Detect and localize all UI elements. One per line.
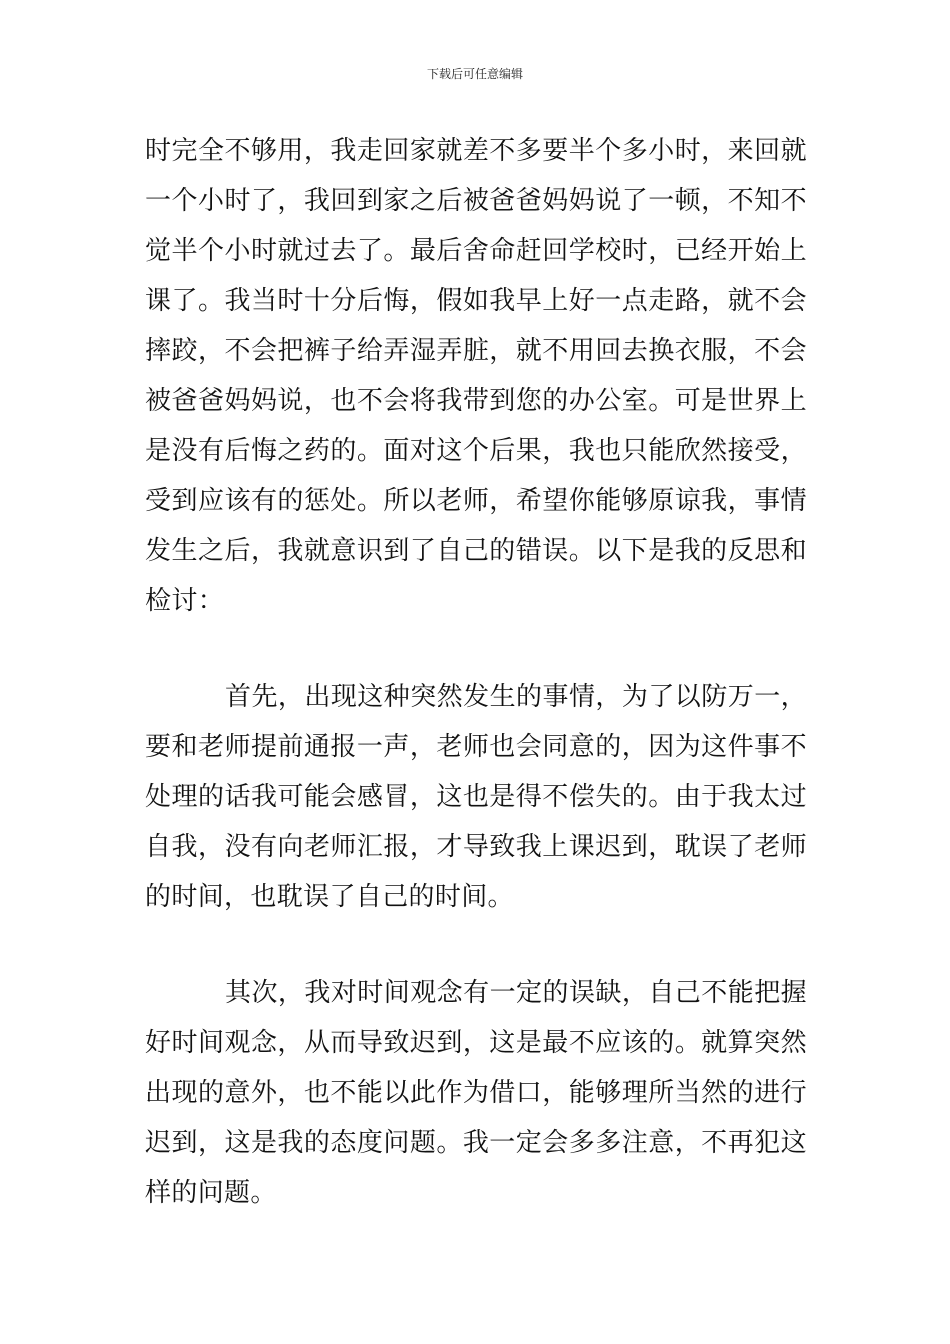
paragraph-second-point: 其次，我对时间观念有一定的误缺，自己不能把握好时间观念，从而导致迟到，这是最不应该的。就算突然出现的意外，也不能以此作为借口，能够理所当然的进行迟到，这是我的态度问题。我一定会多多注意，不再犯这样的问题。 [145,978,807,1208]
paragraph-spacer [145,626,807,672]
document-body [145,126,807,1218]
paragraph-first-point: 首先，出现这种突然发生的事情，为了以防万一，要和老师提前通报一声，老师也会同意的，因为这件事不处理的话我可能会感冒，这也是得不偿失的。由于我太过自我，没有向老师汇报，才导致我上课迟到，耽误了老师的时间，也耽误了自己的时间。 [145,682,807,912]
header-note: 下载后可任意编辑 [426,67,523,81]
paragraph-continuation: 时完全不够用，我走回家就差不多要半个多小时，来回就一个小时了，我回到家之后被爸爸妈妈说了一顿，不知不觉半个小时就过去了。最后舍命赶回学校时，已经开始上课了。我当时十分后悔，假如我早上好一点走路，就不会摔跤，不会把裤子给弄湿弄脏，就不用回去换衣服，不会被爸爸妈妈说，也不会将我带到您的办公室。可是世界上是没有后悔之药的。面对这个后果，我也只能欣然接受，受到应该有的惩处。所以老师，希望你能够原谅我，事情发生之后，我就意识到了自己的错误。以下是我的反思和检讨： [145,136,807,616]
paragraph-spacer [145,922,807,968]
